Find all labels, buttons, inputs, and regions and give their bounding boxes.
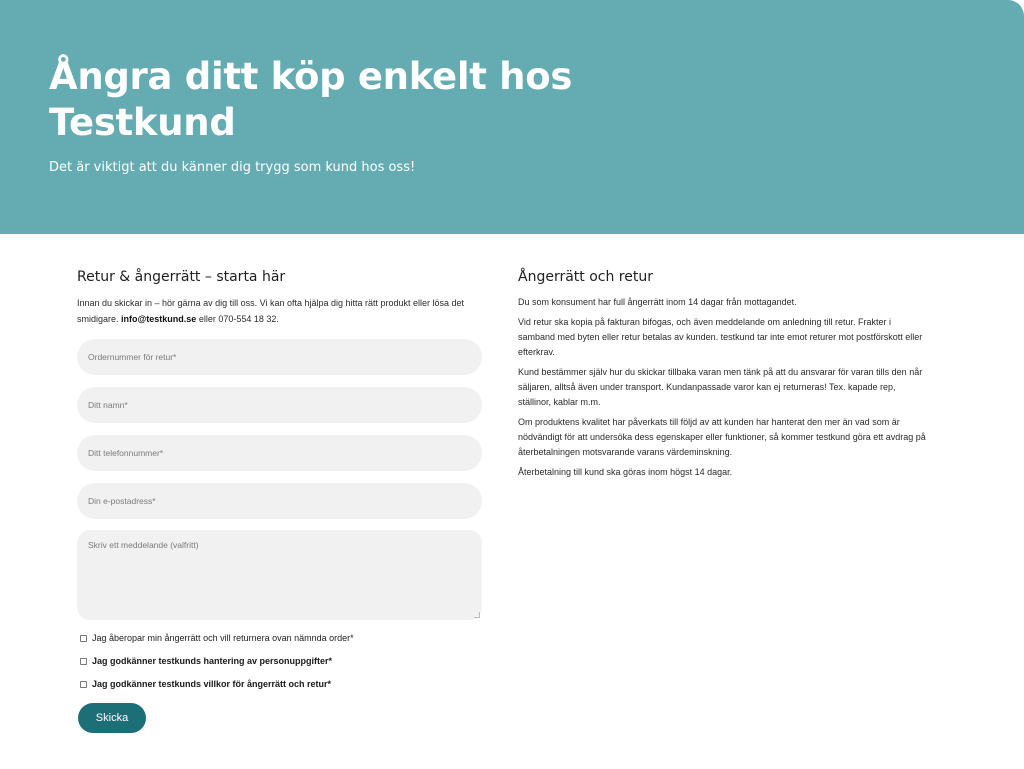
policy-paragraph: Kund bestämmer själv hur du skickar tillbaka varan men tänk på att du ansvarar för varan tills den når säljaren, alltså även under transport. Kundanpassade varor kan ej returneras! Tex. kapade rep, ställinor, kablar m.m. <box>518 367 923 407</box>
withdrawal-consent-row[interactable] <box>80 633 354 643</box>
hero-subtitle: Det är viktigt att du känner dig trygg som kund hos oss! <box>49 160 416 175</box>
policy-paragraph: Vid retur ska kopia på fakturan bifogas, och även meddelande om anledning till retur. Frakter i samband med byten eller retur betalas av kunden. testkund tar inte emot returer mot postförskott eller efterkrav. <box>518 317 923 357</box>
message-placeholder: Skriv ett meddelande (valfritt) <box>88 540 199 550</box>
contact-phone-text: eller 070-554 18 32. <box>198 314 279 324</box>
form-intro <box>77 295 483 327</box>
privacy-checkbox[interactable] <box>80 658 87 665</box>
resize-handle[interactable] <box>474 612 480 618</box>
intro-text: Innan du skickar in – hör gärna av dig till oss. Vi kan ofta hjälpa dig hitta rätt produkt eller lösa det smidigare. <box>77 298 465 324</box>
withdrawal-checkbox[interactable] <box>80 635 87 642</box>
return-form-section <box>77 268 483 724</box>
submit-button[interactable]: Skicka <box>78 703 146 733</box>
policy-paragraph: Om produktens kvalitet har påverkats till följd av att kunden har hanterat den mer än vad som är nödvändigt för att undersöka dess egenskaper eller funktioner, så kommer testkund göra ett avdrag på återbetalningen motsvarande varans värdeminskning. <box>518 417 926 457</box>
terms-checkbox-label: Jag godkänner testkunds villkor för ångerrätt och retur* <box>92 679 332 689</box>
form-title: Retur & ångerrätt – starta här <box>77 269 286 285</box>
name-input[interactable]: Ditt namn* <box>77 387 482 423</box>
withdrawal-checkbox-label: Jag åberopar min ångerrätt och vill returnera ovan nämnda order* <box>92 633 354 643</box>
terms-checkbox[interactable] <box>80 681 87 688</box>
policy-paragraph: Du som konsument har full ångerrätt inom 14 dagar från mottagandet. <box>518 297 797 307</box>
page-title: Ångra ditt köp enkelt hos Testkund <box>49 55 573 144</box>
phone-input[interactable]: Ditt telefonnummer* <box>77 435 482 471</box>
privacy-consent-row[interactable] <box>80 656 332 666</box>
email-input[interactable]: Din e-postadress* <box>77 483 482 519</box>
contact-email-link[interactable]: info@testkund.se <box>121 314 197 324</box>
hero-banner <box>0 0 1024 234</box>
message-textarea[interactable] <box>77 530 482 620</box>
policy-title: Ångerrätt och retur <box>518 269 653 285</box>
privacy-checkbox-label: Jag godkänner testkunds hantering av personuppgifter* <box>92 656 333 666</box>
policy-paragraph: Återbetalning till kund ska göras inom högst 14 dagar. <box>518 467 733 477</box>
terms-consent-row[interactable] <box>80 679 331 689</box>
order-number-input[interactable]: Ordernummer för retur* <box>77 339 482 375</box>
return-policy-section <box>518 268 928 485</box>
